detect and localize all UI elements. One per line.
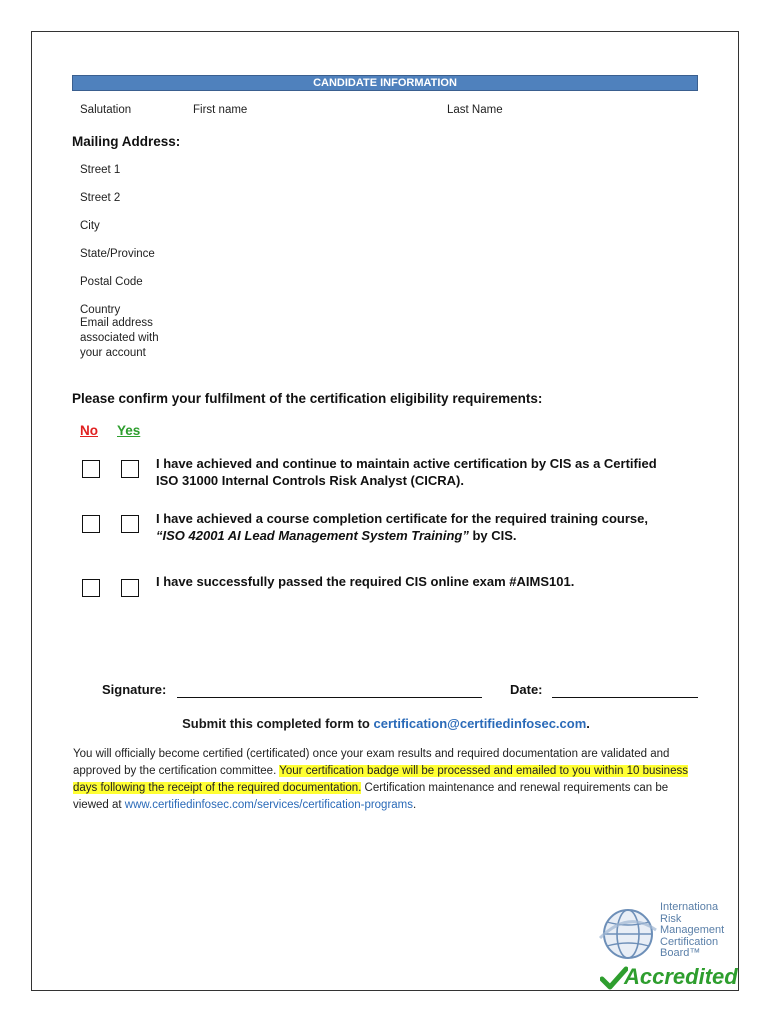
certification-notice [73, 746, 703, 814]
eligibility-title: Please confirm your fulfilment of the certification eligibility requirements: [72, 391, 543, 406]
logo-line1: Internationa [660, 901, 719, 913]
date-label: Date: [510, 682, 543, 697]
req1-no-checkbox[interactable] [82, 460, 100, 478]
mailing-address-title: Mailing Address: [72, 134, 181, 149]
email-label-line1: Email address [80, 317, 153, 329]
candidate-info-header: CANDIDATE INFORMATION [72, 75, 698, 91]
city-label: City [80, 220, 100, 232]
req1-yes-checkbox[interactable] [121, 460, 139, 478]
requirement-2-course-name: “ISO 42001 AI Lead Management System Training” [156, 528, 469, 543]
postal-code-label: Postal Code [80, 276, 143, 288]
salutation-label: Salutation [80, 104, 132, 116]
logo-line4: Certification [660, 935, 719, 948]
accredited-badge [600, 964, 738, 992]
logo-line3: Management [660, 924, 725, 936]
requirement-2-suffix: by CIS. [468, 528, 517, 543]
street1-label: Street 1 [80, 164, 121, 176]
date-line[interactable] [552, 697, 698, 698]
requirement-2-line1: I have achieved a course completion certificate for the required training course, [156, 511, 648, 526]
logo-line5: Board™ [660, 947, 701, 959]
yes-column-header: Yes [117, 423, 141, 438]
form-page [31, 31, 739, 991]
irmcb-logo [598, 896, 736, 992]
signature-label: Signature: [102, 682, 167, 697]
notice-part2: Certification maintenance and renewal requirements can be viewed at [73, 782, 669, 811]
state-label: State/Province [80, 248, 155, 260]
signature-line[interactable] [177, 697, 482, 698]
submit-prefix: Submit this completed form to [182, 716, 374, 731]
programs-link[interactable]: www.certifiedinfosec.com/services/certification-programs [124, 799, 414, 811]
accredited-text: Accredited [624, 964, 738, 989]
notice-end: . [413, 799, 417, 811]
req3-yes-checkbox[interactable] [121, 579, 139, 597]
logo-wordmark [660, 902, 724, 960]
submit-suffix: . [586, 716, 590, 731]
req3-no-checkbox[interactable] [82, 579, 100, 597]
street2-label: Street 2 [80, 192, 121, 204]
globe-icon [598, 904, 658, 964]
submit-email-link[interactable]: certification@certifiedinfosec.com [373, 716, 587, 731]
req2-yes-checkbox[interactable] [121, 515, 139, 533]
requirement-2 [156, 510, 696, 544]
first-name-label: First name [193, 104, 248, 116]
notice-part1: You will officially become certified (certificated) once your exam results and required documentation are validated and approved by the certification committee. [73, 748, 670, 777]
submit-instruction [32, 716, 740, 731]
requirement-1-line1: I have achieved and continue to maintain active certification by CIS as a Certified [156, 456, 657, 471]
last-name-label: Last Name [447, 104, 503, 116]
requirement-3: I have successfully passed the required CIS online exam #AIMS101. [156, 574, 575, 589]
no-column-header: No [80, 423, 98, 438]
requirement-1-line2: ISO 31000 Internal Controls Risk Analyst (CICRA). [156, 473, 464, 488]
requirement-2-line2 [156, 527, 696, 544]
requirement-1 [156, 455, 696, 489]
notice-highlight: Your certification badge will be processed and emailed to you within 10 business days following the receipt of the required documentation. [73, 765, 688, 794]
email-label-line2: associated with [80, 332, 159, 344]
logo-line2: Risk [660, 912, 682, 925]
email-label-line3: your account [80, 347, 146, 359]
req2-no-checkbox[interactable] [82, 515, 100, 533]
country-label: Country [80, 304, 121, 316]
